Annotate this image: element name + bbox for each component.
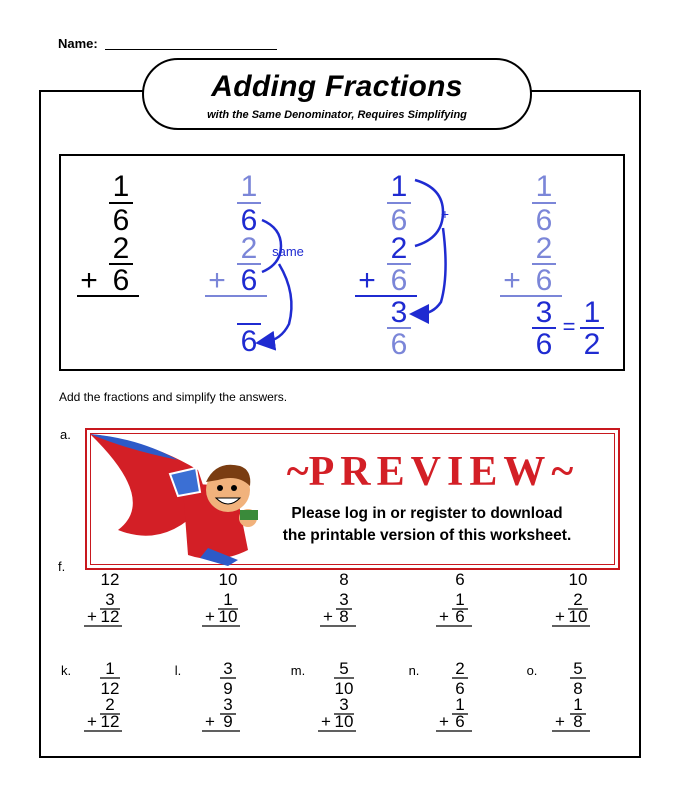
numerator-1: 2 <box>455 659 465 678</box>
down-arrow <box>419 228 446 314</box>
problem-f <box>84 570 122 626</box>
preview-message-line-1: Please log in or register to download <box>291 505 563 522</box>
page-title: Adding Fractions <box>211 70 463 103</box>
plus-sign: + <box>503 264 521 297</box>
problem-j <box>552 570 590 626</box>
preview-message-line-2: the printable version of this worksheet. <box>282 527 572 544</box>
plus-sign: + <box>80 264 98 297</box>
numerator-2: 1 <box>455 590 465 609</box>
denominator-1: 6 <box>455 679 465 698</box>
denominator-1: 6 <box>112 204 130 237</box>
plus-sign: + <box>439 712 449 731</box>
plus-sign: + <box>321 712 331 731</box>
denominator-1: 6 <box>535 204 553 237</box>
preview-title-text: PREVIEW <box>308 449 552 495</box>
problem-o <box>527 659 590 731</box>
denominator-1: 6 <box>390 204 408 237</box>
numerator-1: 1 <box>105 659 115 678</box>
plus-sign: + <box>87 712 97 731</box>
numerator-2: 3 <box>105 590 115 609</box>
numerator-2: 3 <box>223 695 233 714</box>
plus-sign: + <box>208 264 226 297</box>
denominator-2: 6 <box>535 264 553 297</box>
denominator-1: 6 <box>240 204 258 237</box>
problem-n <box>409 659 472 731</box>
problem-letter: k. <box>60 663 72 678</box>
numerator-2: 1 <box>223 590 233 609</box>
problem-letter: m. <box>290 663 306 678</box>
numerator-2: 2 <box>573 590 583 609</box>
equals-sign: = <box>562 314 576 339</box>
problem-letter: l. <box>174 663 182 678</box>
denominator-1: 6 <box>455 570 465 589</box>
numerator-1: 1 <box>390 170 408 203</box>
answer-denominator: 6 <box>390 328 408 361</box>
problem-letter: o. <box>526 663 538 678</box>
denominator-2: 6 <box>455 607 465 626</box>
name-label: Name: <box>58 36 98 51</box>
denominator-2: 6 <box>455 712 465 731</box>
plus-sign: + <box>205 607 215 626</box>
problem-letter: n. <box>408 663 420 678</box>
numerator-1: 1 <box>535 170 553 203</box>
superhero-mascot-icon <box>88 430 278 568</box>
bracket-arrow <box>415 180 443 246</box>
plus-sign: + <box>439 607 449 626</box>
denominator-1: 10 <box>568 570 588 589</box>
plus-sign: + <box>555 712 565 731</box>
denominator-1: 8 <box>339 570 349 589</box>
denominator-2: 6 <box>240 264 258 297</box>
denominator-1: 10 <box>334 679 354 698</box>
problem-letter-f: f. <box>58 559 66 574</box>
denominator-1: 10 <box>218 570 238 589</box>
numerator-2: 2 <box>390 232 408 265</box>
plus-sign: + <box>358 264 376 297</box>
plus-sign: + <box>555 607 565 626</box>
answer-denominator: 6 <box>240 325 258 358</box>
example-step-1 <box>77 170 139 297</box>
denominator-2: 10 <box>334 712 354 731</box>
page-subtitle: with the Same Denominator, Requires Simplifying <box>207 109 467 121</box>
numerator-1: 1 <box>112 170 130 203</box>
problem-h <box>320 570 356 626</box>
plus-sign: + <box>205 712 215 731</box>
numerator-2: 2 <box>240 232 258 265</box>
denominator-2: 10 <box>568 607 588 626</box>
plus-sign: + <box>323 607 333 626</box>
denominator-2: 9 <box>223 712 233 731</box>
numerator-1: 5 <box>339 659 349 678</box>
denominator-2: 6 <box>390 264 408 297</box>
example-step-4 <box>500 170 604 361</box>
problem-i <box>436 570 472 626</box>
numerator-1: 5 <box>573 659 583 678</box>
numerator-1: 3 <box>223 659 233 678</box>
numerator-2: 3 <box>339 590 349 609</box>
numerator-2: 2 <box>112 232 130 265</box>
denominator-2: 6 <box>112 264 130 297</box>
denominator-2: 8 <box>573 712 583 731</box>
problem-k <box>61 659 122 731</box>
answer-numerator: 3 <box>535 296 553 329</box>
problem-g <box>202 570 240 626</box>
worked-example <box>59 154 625 371</box>
denominator-1: 9 <box>223 679 233 698</box>
plus-note: + <box>440 206 450 222</box>
numerator-1: 1 <box>240 170 258 203</box>
denominator-1: 12 <box>100 679 120 698</box>
numerator-2: 2 <box>535 232 553 265</box>
problem-letter-a: a. <box>60 427 71 442</box>
example-step-2 <box>205 170 304 358</box>
plus-sign: + <box>87 607 97 626</box>
down-arrow <box>265 264 291 342</box>
denominator-2: 12 <box>100 712 120 731</box>
preview-title: ~PREVIEW~ <box>286 449 574 495</box>
denominator-2: 12 <box>100 607 120 626</box>
title-banner <box>142 58 532 130</box>
denominator-2: 10 <box>218 607 238 626</box>
numerator-2: 3 <box>339 695 349 714</box>
numerator-2: 1 <box>455 695 465 714</box>
simplified-numerator: 1 <box>583 296 601 329</box>
denominator-1: 8 <box>573 679 583 698</box>
same-note: same <box>272 244 304 259</box>
numerator-2: 1 <box>573 695 583 714</box>
answer-denominator: 6 <box>535 328 553 361</box>
problem-m <box>291 659 356 731</box>
denominator-1: 12 <box>100 570 120 589</box>
numerator-2: 2 <box>105 695 115 714</box>
answer-numerator: 3 <box>390 296 408 329</box>
example-step-3 <box>355 170 449 361</box>
instructions: Add the fractions and simplify the answers. <box>59 390 288 404</box>
name-line <box>105 49 277 50</box>
problems-grid <box>40 560 640 740</box>
problem-l <box>175 659 240 731</box>
denominator-2: 8 <box>339 607 349 626</box>
simplified-denominator: 2 <box>583 328 601 361</box>
